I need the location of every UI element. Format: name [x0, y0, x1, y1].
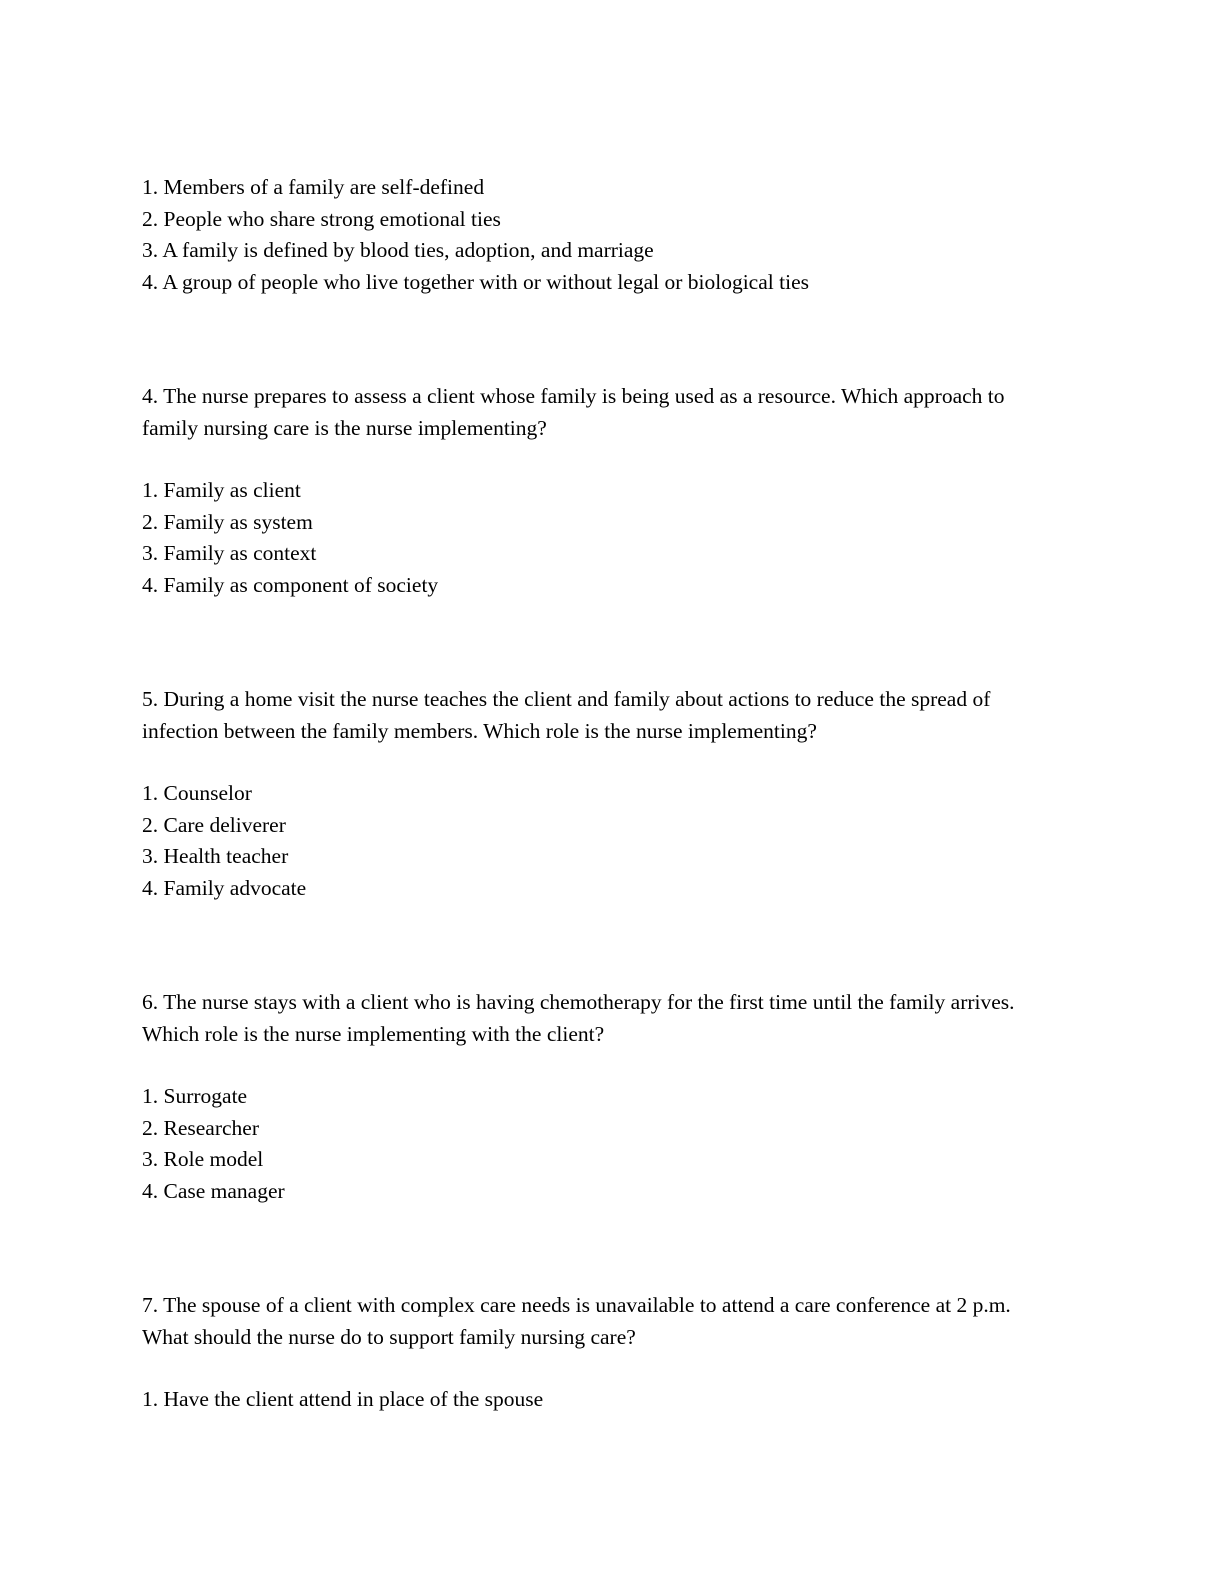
answer-option: 1. Members of a family are self-defined	[142, 175, 485, 199]
answer-options	[142, 1384, 1062, 1416]
answer-option: 4. Case manager	[142, 1178, 285, 1203]
answer-options	[142, 1081, 1062, 1207]
answer-option: 3. Family as context	[142, 541, 317, 565]
question-text: 7. The spouse of a client with complex care needs is unavailable to attend a care conference at 2 p.m. What should the nurse do to support family nursing care?	[142, 1293, 1011, 1349]
answer-option: 4. A group of people who live together with or without legal or biological ties	[142, 269, 809, 294]
answer-option: 1. Surrogate	[142, 1084, 248, 1108]
answer-option: 1. Family as client	[142, 478, 301, 502]
answer-option: 4. Family advocate	[142, 875, 307, 900]
answer-option: 2. Care deliverer	[142, 812, 286, 837]
answer-option: 2. People who share strong emotional ties	[142, 206, 501, 231]
question-text: 6. The nurse stays with a client who is having chemotherapy for the first time until the family arrives. Which role is the nurse implementing with the client?	[142, 990, 1015, 1046]
answer-option: 2. Family as system	[142, 509, 313, 534]
answer-options	[142, 475, 1062, 601]
answer-option: 4. Family as component of society	[142, 572, 439, 597]
answer-options	[142, 778, 1062, 904]
answer-option: 1. Have the client attend in place of the spouse	[142, 1387, 544, 1411]
question-block-7	[142, 1290, 1062, 1416]
page-content	[142, 172, 1062, 1416]
question-block-4	[142, 381, 1062, 601]
answer-option: 1. Counselor	[142, 781, 252, 805]
answer-option: 3. A family is defined by blood ties, adoption, and marriage	[142, 238, 654, 262]
answer-option: 3. Role model	[142, 1147, 264, 1171]
question-block-6	[142, 987, 1062, 1207]
answer-options	[142, 172, 1062, 298]
question-block-5	[142, 684, 1062, 904]
answer-option: 2. Researcher	[142, 1115, 259, 1140]
answer-option: 3. Health teacher	[142, 844, 289, 868]
question-text: 5. During a home visit the nurse teaches the client and family about actions to reduce the spread of infection between the family members. Which role is the nurse implementing?	[142, 687, 991, 743]
question-text: 4. The nurse prepares to assess a client whose family is being used as a resource. Which approach to family nursing care is the nurse implementing?	[142, 384, 1005, 440]
continued-question-block	[142, 172, 1062, 298]
